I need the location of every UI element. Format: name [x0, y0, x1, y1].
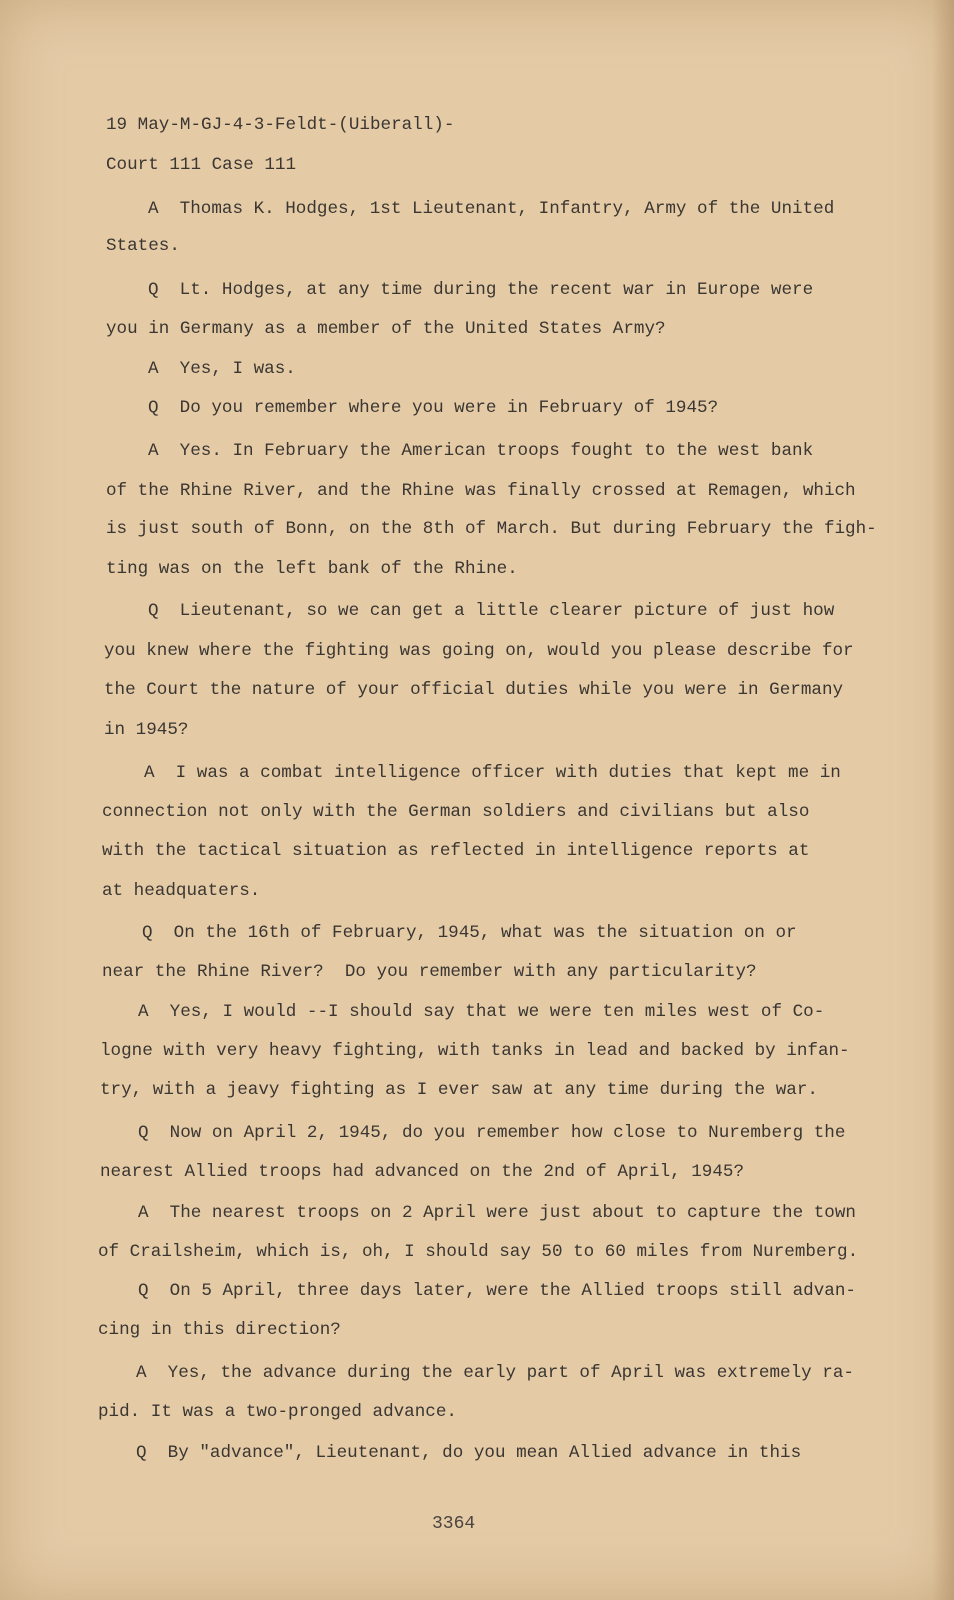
transcript-line: logne with very heavy fighting, with tanks in lead and backed by infan- — [100, 1041, 850, 1061]
transcript-line: Q By "advance", Lieutenant, do you mean Allied advance in this — [136, 1443, 802, 1463]
transcript-line: the Court the nature of your official duties while you were in Germany — [104, 680, 844, 700]
transcript-line: ting was on the left bank of the Rhine. — [106, 559, 518, 579]
transcript-line: States. — [106, 236, 180, 256]
transcript-line: pid. It was a two-pronged advance. — [98, 1402, 457, 1422]
transcript-line: is just south of Bonn, on the 8th of March. But during February the figh- — [106, 519, 877, 539]
transcript-line: nearest Allied troops had advanced on the 2nd of April, 1945? — [100, 1162, 745, 1182]
transcript-line: Q Lieutenant, so we can get a little clearer picture of just how — [148, 601, 835, 621]
transcript-line: at headquaters. — [102, 881, 261, 901]
transcript-line: A Yes, I would --I should say that we were ten miles west of Co- — [138, 1002, 825, 1022]
transcript-line: A The nearest troops on 2 April were just about to capture the town — [138, 1203, 856, 1223]
transcript-line: in 1945? — [104, 720, 189, 740]
page-number: 3364 — [432, 1514, 476, 1534]
transcript-line: cing in this direction? — [98, 1320, 341, 1340]
transcript-line: with the tactical situation as reflected in intelligence reports at — [102, 841, 810, 861]
transcript-line: Q On 5 April, three days later, were the Allied troops still advan- — [138, 1281, 856, 1301]
transcript-line: A Yes. In February the American troops fought to the west bank — [148, 441, 814, 461]
transcript-line: Q Now on April 2, 1945, do you remember how close to Nuremberg the — [138, 1123, 846, 1143]
transcript-line: of the Rhine River, and the Rhine was finally crossed at Remagen, which — [106, 481, 856, 501]
transcript-line: A I was a combat intelligence officer with duties that kept me in — [144, 763, 841, 783]
transcript-line: connection not only with the German soldiers and civilians but also — [102, 802, 810, 822]
court-case-line: Court 111 Case 111 — [106, 155, 297, 175]
document-header: 19 May-M-GJ-4-3-Feldt-(Uiberall)- — [106, 115, 455, 135]
transcript-line: A Thomas K. Hodges, 1st Lieutenant, Infantry, Army of the United — [148, 199, 835, 219]
transcript-line: Q Lt. Hodges, at any time during the recent war in Europe were — [148, 280, 814, 300]
transcript-line: try, with a jeavy fighting as I ever saw at any time during the war. — [100, 1080, 818, 1100]
page-edge-shadow — [932, 0, 954, 1600]
transcript-line: Q Do you remember where you were in February of 1945? — [148, 398, 719, 418]
transcript-line: Q On the 16th of February, 1945, what was the situation on or — [142, 923, 797, 943]
transcript-line: of Crailsheim, which is, oh, I should say 50 to 60 miles from Nuremberg. — [98, 1242, 859, 1262]
transcript-line: near the Rhine River? Do you remember with any particularity? — [102, 962, 757, 982]
transcript-line: A Yes, the advance during the early part of April was extremely ra- — [136, 1363, 854, 1383]
transcript-line: you knew where the fighting was going on, would you please describe for — [104, 641, 854, 661]
transcript-line: A Yes, I was. — [148, 359, 296, 379]
transcript-line: you in Germany as a member of the United States Army? — [106, 319, 666, 339]
